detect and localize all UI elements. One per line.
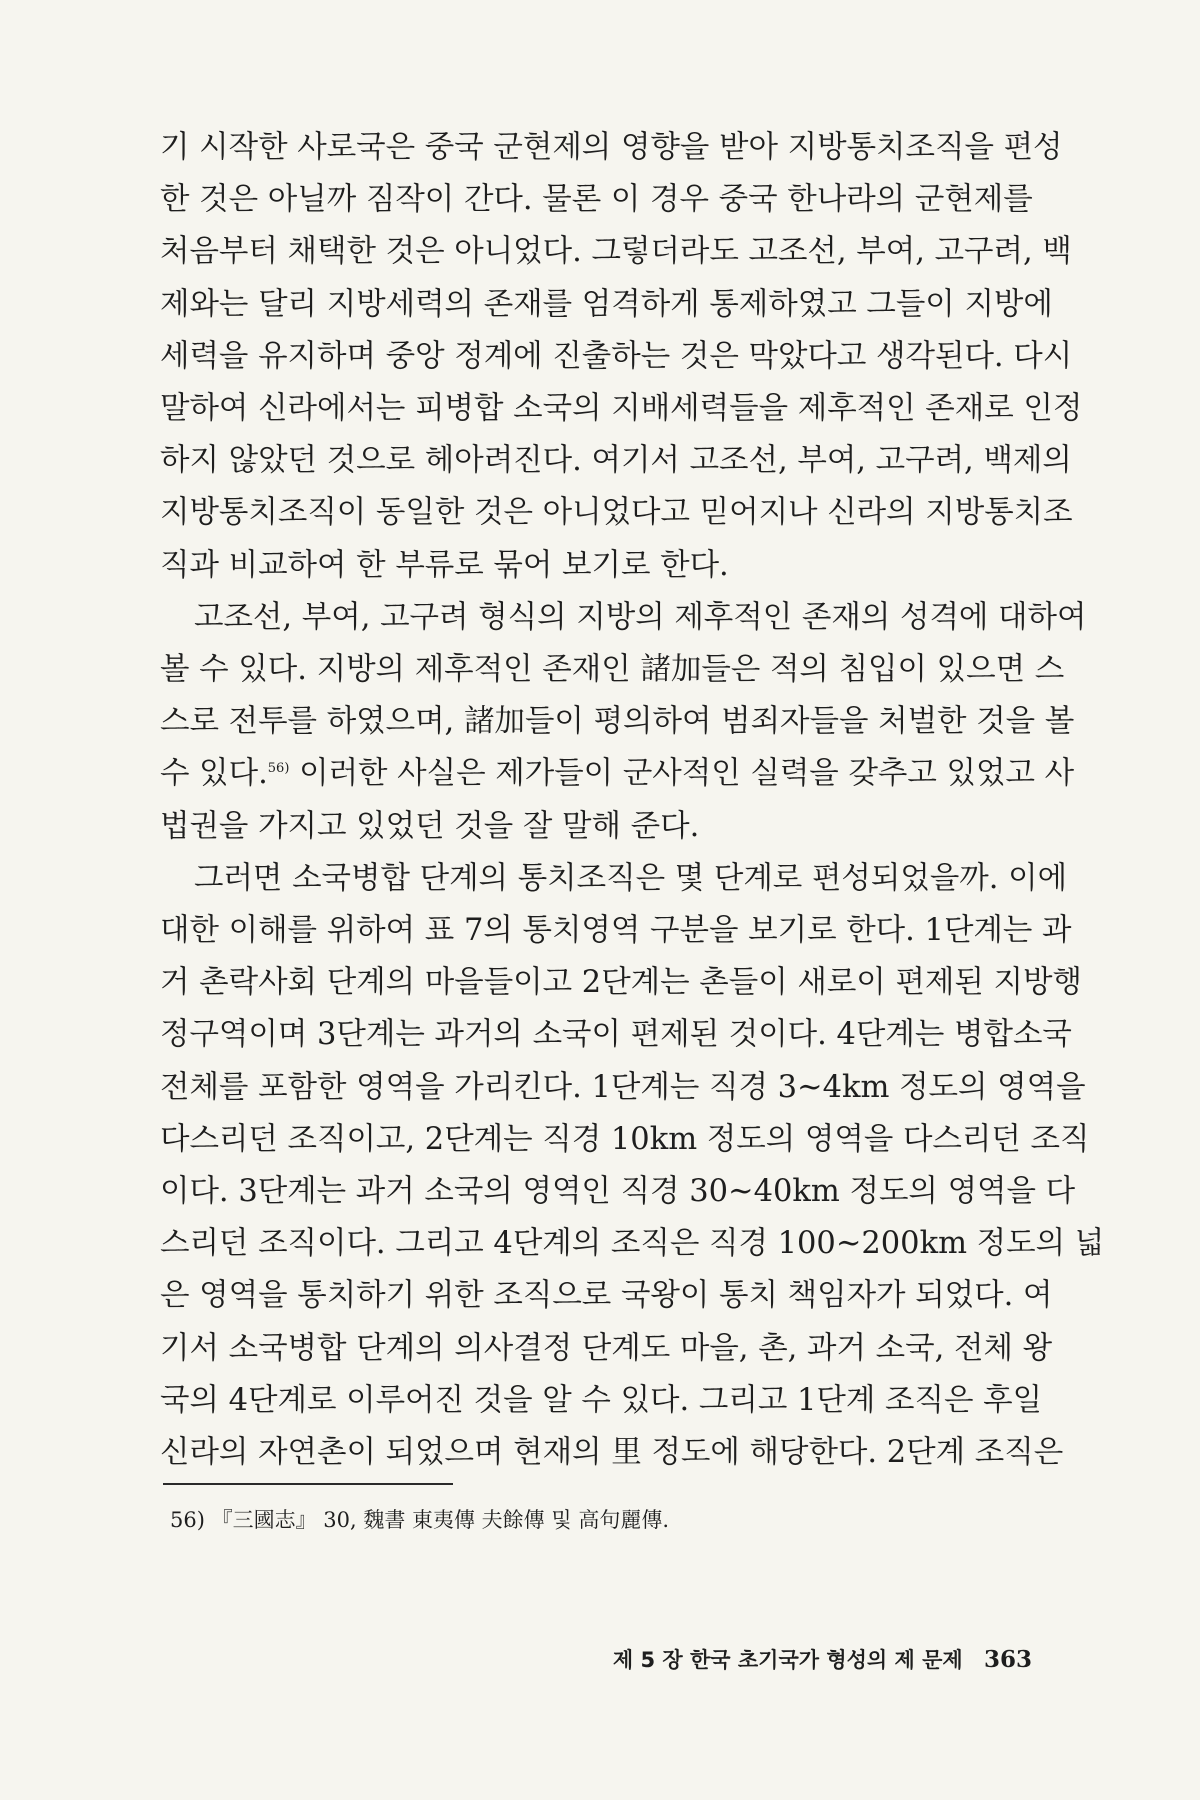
- text-line: 전체를 포함한 영역을 가리킨다. 1단계는 직경 3~4km 정도의 영역을: [160, 1069, 1086, 1105]
- text-line: 제와는 달리 지방세력의 존재를 엄격하게 통제하였고 그들이 지방에: [160, 286, 1053, 322]
- text-line: 그러면 소국병합 단계의 통치조직은 몇 단계로 편성되었을까. 이에: [194, 860, 1068, 896]
- running-footer: [613, 1644, 1032, 1674]
- text-line: 정구역이며 3단계는 과거의 소국이 편제된 것이다. 4단계는 병합소국: [160, 1017, 1072, 1053]
- text-line: 은 영역을 통치하기 위한 조직으로 국왕이 통치 책임자가 되었다. 여: [160, 1278, 1053, 1314]
- text-segment: 수 있다.: [160, 756, 268, 792]
- text-line: 말하여 신라에서는 피병합 소국의 지배세력들을 제후적인 존재로 인정: [160, 391, 1083, 427]
- text-segment: 이러한 사실은 제가들이 군사적인 실력을 갖추고 있었고 사: [289, 756, 1075, 792]
- text-line: 기서 소국병합 단계의 의사결정 단계도 마을, 촌, 과거 소국, 전체 왕: [160, 1330, 1053, 1366]
- text-line: 세력을 유지하며 중앙 정계에 진출하는 것은 막았다고 생각된다. 다시: [160, 338, 1073, 374]
- text-line: 처음부터 채택한 것은 아니었다. 그렇더라도 고조선, 부여, 고구려, 백: [160, 234, 1072, 270]
- paragraph-1: [160, 122, 1083, 592]
- text-line: 직과 비교하여 한 부류로 묶어 보기로 한다.: [160, 547, 729, 583]
- text-line: 신라의 자연촌이 되었으며 현재의 里 정도에 해당한다. 2단계 조직은: [160, 1435, 1064, 1471]
- text-line-with-footnote: [160, 748, 1075, 800]
- body-text: [160, 122, 1105, 1479]
- chapter-title: 제 5 장 한국 초기국가 형성의 제 문제: [612, 1648, 963, 1672]
- text-line: 스리던 조직이다. 그리고 4단계의 조직은 직경 100~200km 정도의 넓: [160, 1226, 1105, 1262]
- text-line: 고조선, 부여, 고구려 형식의 지방의 제후적인 존재의 성격에 대하여: [194, 599, 1087, 635]
- text-line: 이다. 3단계는 과거 소국의 영역인 직경 30~40km 정도의 영역을 다: [160, 1174, 1076, 1210]
- text-line: 지방통치조직이 동일한 것은 아니었다고 믿어지나 신라의 지방통치조: [160, 495, 1073, 531]
- footnote-marker[interactable]: 56): [267, 761, 290, 777]
- page-number: 363: [983, 1646, 1032, 1673]
- text-line: 다스리던 조직이고, 2단계는 직경 10km 정도의 영역을 다스리던 조직: [160, 1121, 1090, 1157]
- text-line: 볼 수 있다. 지방의 제후적인 존재인 諸加들은 적의 침입이 있으면 스: [160, 652, 1065, 688]
- footnote-divider: [163, 1483, 453, 1485]
- text-line: 하지 않았던 것으로 헤아려진다. 여기서 고조선, 부여, 고구려, 백제의: [160, 443, 1072, 479]
- footnote-56: 56) 『三國志』 30, 魏書 東夷傳 夫餘傳 및 高句麗傳.: [170, 1508, 669, 1532]
- text-line: 국의 4단계로 이루어진 것을 알 수 있다. 그리고 1단계 조직은 후일: [160, 1382, 1043, 1418]
- text-line: 법권을 가지고 있었던 것을 잘 말해 준다.: [160, 808, 700, 844]
- text-line: 대한 이해를 위하여 표 7의 통치영역 구분을 보기로 한다. 1단계는 과: [160, 913, 1072, 949]
- text-line: 스로 전투를 하였으며, 諸加들이 평의하여 범죄자들을 처벌한 것을 볼: [160, 704, 1075, 740]
- text-line: 거 촌락사회 단계의 마을들이고 2단계는 촌들이 새로이 편제된 지방행: [160, 965, 1082, 1001]
- paragraph-2: [160, 592, 1087, 853]
- text-line: 기 시작한 사로국은 중국 군현제의 영향을 받아 지방통치조직을 편성: [160, 130, 1063, 165]
- paragraph-3: [160, 853, 1105, 1479]
- text-line: 한 것은 아닐까 짐작이 간다. 물론 이 경우 중국 한나라의 군현제를: [160, 182, 1033, 218]
